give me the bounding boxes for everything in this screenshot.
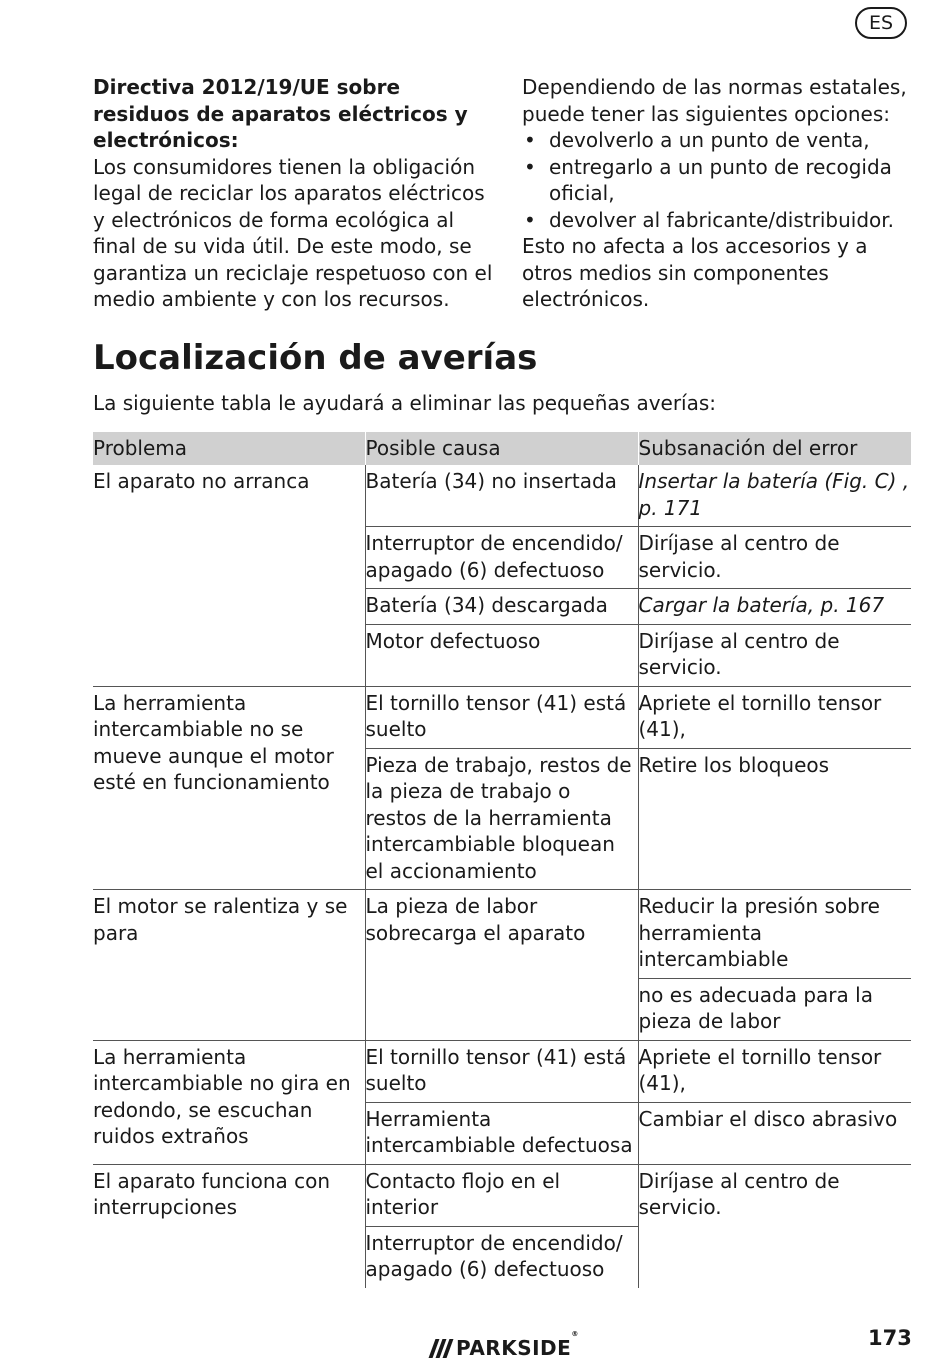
cause-cell: El tornillo tensor (41) está suelto — [365, 1040, 638, 1102]
problem-cell: La herramienta intercambiable no gira en redondo, se escuchan ruidos extraños — [93, 1040, 365, 1164]
troubleshooting-intro: La siguiente tabla le ayudará a eliminar las pequeñas averías: — [93, 391, 717, 415]
problem-cell: La herramienta intercambiable no se mueve aunque el motor esté en funcionamiento — [93, 686, 365, 890]
cause-cell: La pieza de labor sobrecarga el aparato — [365, 890, 638, 1041]
cause-cell: Batería (34) descargada — [365, 589, 638, 625]
cause-cell: Interruptor de encendido/ apagado (6) defectuoso — [365, 1226, 638, 1288]
directive-paragraph: Los consumidores tienen la obligación legal de reciclar los aparatos eléctricos y electrónicos de forma ecológica al final de su vida útil. De este modo, se garantiza un reciclaje respetuoso con el medio ambiente y con los recursos. — [93, 154, 493, 311]
cause-cell: Batería (34) no insertada — [365, 465, 638, 527]
problem-cell: El aparato no arranca — [93, 465, 365, 686]
options-list-item: • devolverlo a un punto de venta, — [522, 127, 917, 154]
remedy-cell: Diríjase al centro de servicio. — [638, 624, 911, 686]
problem-cell: El aparato funciona con interrupciones — [93, 1168, 331, 1219]
remedy-cell: Diríjase al centro de servicio. — [638, 527, 911, 589]
table-row — [93, 465, 911, 527]
table-row — [93, 1164, 911, 1226]
troubleshooting-title: Localización de averías — [93, 338, 538, 378]
brand-name: PARKSIDE® — [456, 1330, 579, 1360]
remedy-cell: Diríjase al centro de servicio. — [638, 1164, 911, 1288]
options-intro: Dependiendo de las normas estatales, puede tener las siguientes opciones: — [522, 75, 907, 126]
language-badge: ES — [855, 7, 907, 39]
cause-cell: Herramienta intercambiable defectuosa — [365, 1102, 638, 1164]
remedy-cell: Retire los bloqueos — [638, 748, 911, 890]
cause-cell: Contacto flojo en el interior — [365, 1164, 638, 1226]
options-list — [522, 127, 917, 233]
remedy-cell: Apriete el tornillo tensor (41), — [638, 686, 911, 748]
remedy-cell: no es adecuada para la pieza de labor — [638, 978, 911, 1040]
weee-directive-section — [93, 74, 493, 313]
disposal-options-section — [522, 74, 917, 313]
brand-stripes-icon — [429, 1339, 454, 1358]
cause-cell: Interruptor de encendido/ apagado (6) defectuoso — [365, 527, 638, 589]
header-remedy: Subsanación del error — [638, 432, 911, 465]
remedy-cell: Cargar la batería, p. 167 — [638, 589, 911, 625]
cause-cell: Motor defectuoso — [365, 624, 638, 686]
problem-cell: El motor se ralentiza y se para — [93, 890, 365, 1041]
remedy-cell: Cambiar el disco abrasivo — [638, 1102, 911, 1164]
cause-cell: El tornillo tensor (41) está suelto — [365, 686, 638, 748]
brand-logo — [432, 1330, 579, 1363]
cause-cell: Pieza de trabajo, restos de la pieza de trabajo o restos de la herramienta intercambiable bloquean el accionamiento — [365, 748, 638, 890]
options-list-item: • entregarlo a un punto de recogida oficial, — [522, 154, 917, 207]
header-cause: Posible causa — [365, 432, 638, 465]
directive-heading: Directiva 2012/19/UE sobre residuos de aparatos eléctricos y electrónicos: — [93, 75, 468, 152]
table-row — [93, 890, 911, 979]
remedy-cell: Insertar la batería (Fig. C) , p. 171 — [638, 465, 911, 527]
page-number: 173 — [868, 1326, 912, 1350]
remedy-cell: Apriete el tornillo tensor (41), — [638, 1040, 911, 1102]
table-header-row — [93, 432, 911, 465]
table-row — [93, 1040, 911, 1102]
header-problem: Problema — [93, 432, 365, 465]
options-note: Esto no afecta a los accesorios y a otros medios sin componentes electrónicos. — [522, 234, 868, 311]
remedy-cell: Reducir la presión sobre herramienta intercambiable — [638, 890, 911, 979]
table-row — [93, 686, 911, 748]
troubleshooting-table — [93, 432, 911, 1288]
options-list-item: • devolver al fabricante/distribuidor. — [522, 207, 917, 234]
